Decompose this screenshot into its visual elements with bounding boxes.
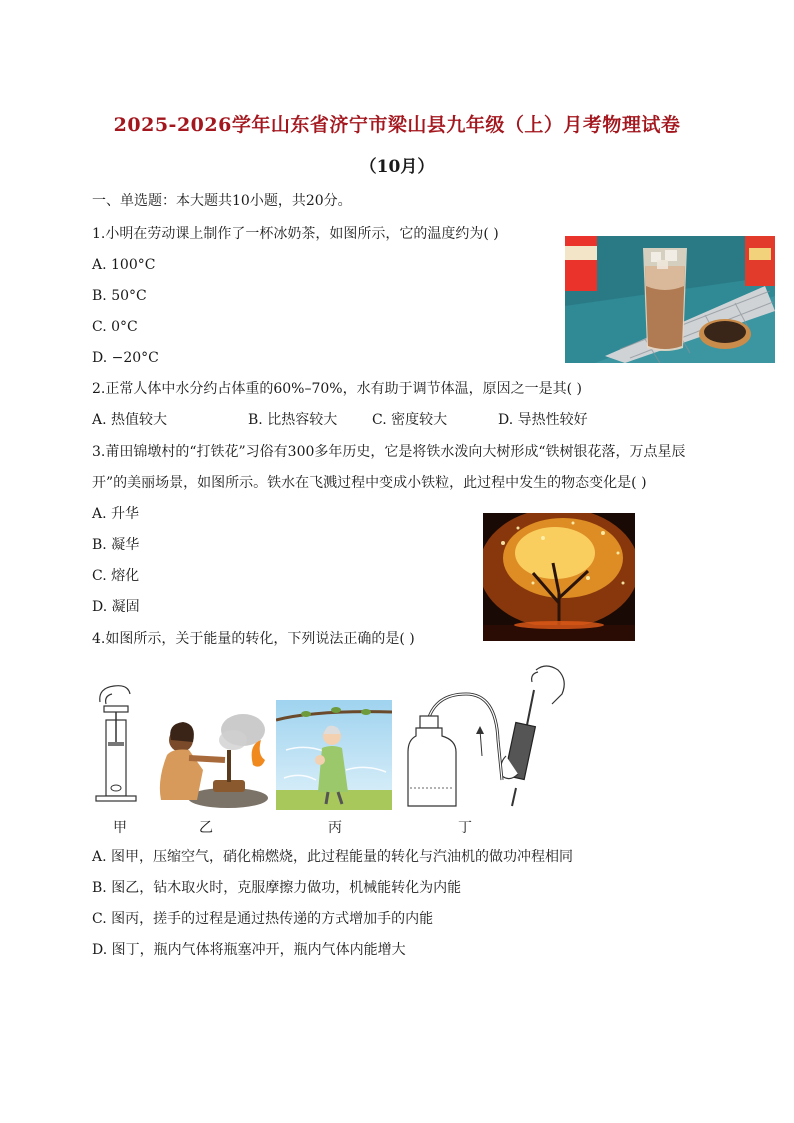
milk-tea-photo	[565, 236, 775, 363]
question-4-option-b: B. 图乙，钻木取火时，克服摩擦力做功，机械能转化为内能	[92, 880, 462, 896]
figure-ding-pump-bottle	[406, 660, 578, 812]
question-1-option-a: A. 100°C	[92, 257, 156, 273]
question-1-stem: 1.小明在劳动课上制作了一杯冰奶茶，如图所示，它的温度约为( )	[92, 226, 499, 242]
figure-label-yi: 乙	[199, 820, 213, 836]
figure-bing-rubbing-hands	[276, 700, 392, 810]
question-4-stem: 4.如图所示，关于能量的转化，下列说法正确的是( )	[92, 631, 415, 647]
figure-label-jia: 甲	[113, 820, 127, 836]
section-heading: 一、单选题：本大题共10小题，共20分。	[92, 193, 352, 209]
question-3-stem-line-1: 3.莆田锦墩村的“打铁花”习俗有300多年历史，它是将铁水泼向大树形成“铁树银花落，万点星辰	[92, 444, 686, 460]
question-3-option-d: D. 凝固	[92, 599, 140, 615]
question-3-stem-line-2: 开”的美丽场景，如图所示。铁水在飞溅过程中变成小铁粒，此过程中发生的物态变化是( )	[92, 475, 647, 491]
figure-label-bing: 丙	[328, 820, 342, 836]
question-2-option-d: D. 导热性较好	[498, 412, 588, 428]
question-2-option-c: C. 密度较大	[372, 412, 448, 428]
figure-label-ding: 丁	[458, 820, 472, 836]
question-4-option-d: D. 图丁，瓶内气体将瓶塞冲开，瓶内气体内能增大	[92, 942, 406, 958]
iron-flower-photo	[483, 513, 635, 641]
figure-yi-drilling-fire	[153, 710, 271, 810]
question-4-option-a: A. 图甲，压缩空气，硝化棉燃烧，此过程能量的转化与汽油机的做功冲程相同	[92, 849, 574, 865]
question-4-option-c: C. 图丙，搓手的过程是通过热传递的方式增加手的内能	[92, 911, 434, 927]
question-2-option-b: B. 比热容较大	[248, 412, 338, 428]
question-3-option-b: B. 凝华	[92, 537, 140, 553]
question-2-option-a: A. 热值较大	[92, 412, 168, 428]
question-3-option-c: C. 熔化	[92, 568, 140, 584]
question-3-option-a: A. 升华	[92, 506, 140, 522]
question-1-option-d: D. −20°C	[92, 350, 159, 366]
figure-jia-compression-cylinder	[92, 684, 142, 810]
page-subtitle: （10月）	[359, 157, 435, 177]
page-title: 2025-2026学年山东省济宁市梁山县九年级（上）月考物理试卷	[113, 114, 681, 136]
question-1-option-b: B. 50°C	[92, 288, 147, 304]
question-2-stem: 2.正常人体中水分约占体重的60%–70%，水有助于调节体温，原因之一是其( )	[92, 381, 582, 397]
question-1-option-c: C. 0°C	[92, 319, 138, 335]
